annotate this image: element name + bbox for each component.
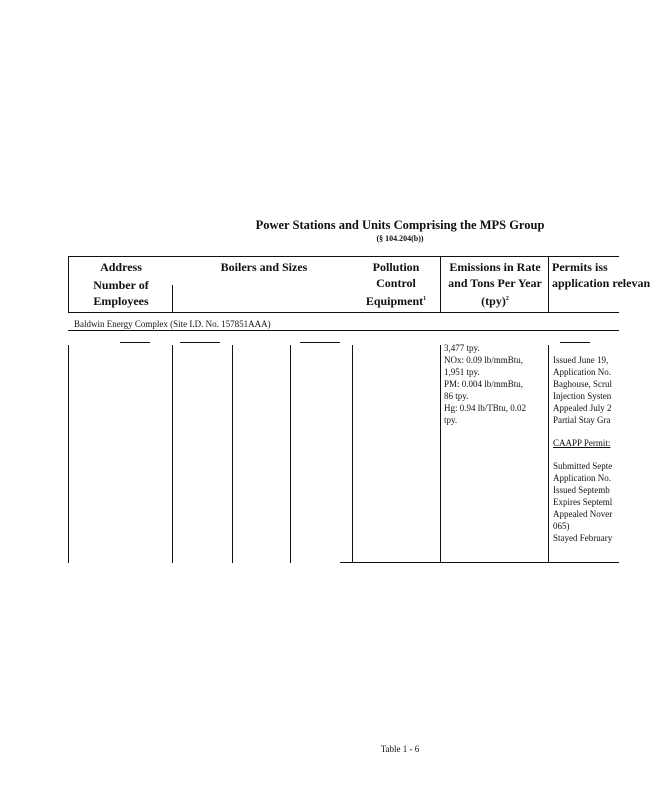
row-rule [180,342,220,343]
permit-line: Appealed Nover [553,509,613,519]
permit-line: Submitted Septe [553,461,613,471]
header-emissions-text: Emissions in Rate and Tons Per Year (tpy) [448,260,542,308]
row-rule [120,342,150,343]
permits-cell [553,354,619,544]
permit-line: 065) [553,521,570,531]
col-sep [440,256,441,312]
col-sep [548,345,549,563]
permit-line: Partial Stay Gra [553,415,611,425]
permit-line: Application No. [553,367,611,377]
col-sep [172,345,173,563]
col-sep [290,345,291,563]
footnote-marker: 1 [423,296,427,302]
emissions-line: PM: 0.004 lb/mmBtu, [444,379,524,389]
emissions-line: 1,951 tpy. [444,367,480,377]
header-emissions [442,259,548,309]
table-bottom-rule [340,562,619,563]
page-title: Power Stations and Units Comprising the MPS Group [255,218,545,232]
section-rule [68,330,619,331]
header-permits: Permits iss application relevan [552,260,651,290]
emissions-line: Hg: 0.94 lb/TBtu, 0.02 [444,403,527,413]
permit-line: Stayed February [553,533,613,543]
permit-line: Issued Septemb [553,485,610,495]
permit-line: Application No. [553,473,611,483]
col-sep [440,345,441,563]
col-sep [68,345,69,563]
row-rule [560,342,590,343]
header-boilers: Boilers and Sizes [220,260,308,274]
caapp-permit-label: CAAPP Permit: [553,438,611,448]
emissions-line: 3,477 tpy. [444,343,480,353]
permit-line: Expires Septeml [553,497,613,507]
emissions-line: tpy. [444,415,458,425]
col-sep [548,256,549,312]
footnote-marker: 2 [505,296,509,302]
permit-line: Issued June 19, [553,355,609,365]
row-rule [300,342,340,343]
emissions-line: NOx: 0.09 lb/mmBtu, [444,355,524,365]
header-pollution-control [352,259,440,309]
section-label: Baldwin Energy Complex (Site I.D. No. 157851AAA) [74,319,271,329]
col-sep [232,345,233,563]
header-address: Address [100,260,142,274]
header-employees: Number of Employees [93,278,149,308]
emissions-cell [444,342,526,426]
table-top-rule [68,256,619,257]
page-footer: Table 1 - 6 [380,744,420,754]
permit-line: Injection Systen [553,391,612,401]
permit-line: Baghouse, Scrul [553,379,612,389]
col-sep [172,285,173,312]
emissions-line: 86 tpy. [444,391,469,401]
col-sep [352,345,353,563]
page-subtitle: (§ 104.204(b)) [376,234,424,243]
header-bottom-rule [68,312,619,313]
col-sep [68,256,69,312]
header-pollution-control-text: Pollution Control Equipment [365,260,424,308]
permit-line: Appealed July 2 [553,403,612,413]
